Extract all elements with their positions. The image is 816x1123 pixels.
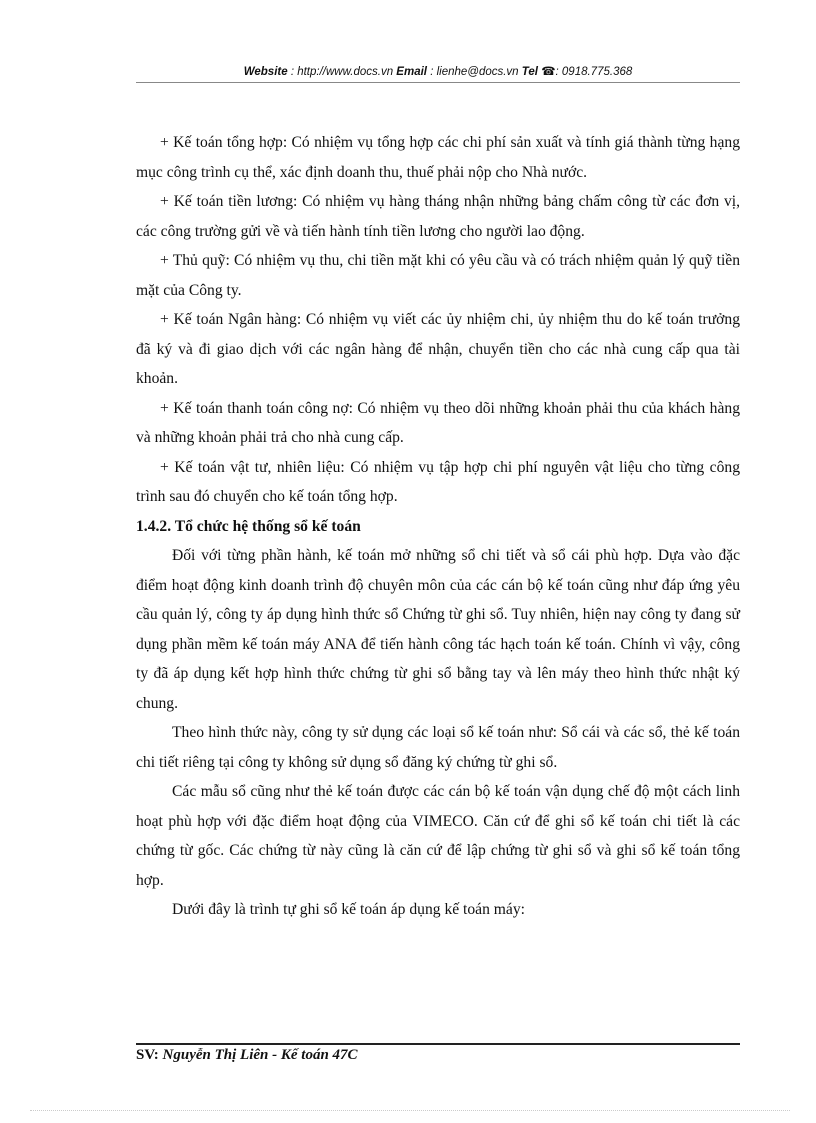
page-header [136,64,740,78]
body-paragraph: Đối với từng phần hành, kế toán mở những sổ chi tiết và sổ cái phù hợp. Dựa vào đặc điểm hoạt động kinh doanh trình độ chuyên môn của các cán bộ kế toán cũng như đáp ứng yêu cầu quản lý, công ty áp dụng hình thức sổ Chứng từ ghi sổ. Tuy nhiên, hiện nay công ty đang sử dụng phần mềm kế toán máy ANA để tiến hành công tác hạch toán kế toán. Chính vì vậy, công ty đã áp dụng kết hợp hình thức chứng từ ghi sổ bằng tay và lên máy theo hình thức nhật ký chung. [136,547,740,712]
body-paragraph: Dưới đây là trình tự ghi sổ kế toán áp dụng kế toán máy: [172,901,525,918]
paragraph-ke-toan-tong-hop: + Kế toán tổng hợp: Có nhiệm vụ tổng hợp các chi phí sản xuất và tính giá thành từng hạng mục công trình cụ thể, xác định doanh thu, thuế phải nộp cho Nhà nước. [136,134,740,181]
tel-value: : 0918.775.368 [555,66,633,78]
email-label: Email [396,66,427,78]
paragraph-ke-toan-vat-tu: + Kế toán vật tư, nhiên liệu: Có nhiệm vụ tập hợp chi phí nguyên vật liệu cho từng công trình sau đó chuyển cho kế toán tổng hợp. [136,458,740,505]
body-paragraph: Theo hình thức này, công ty sử dụng các loại sổ kế toán như: Sổ cái và các sổ, thẻ kế toán chi tiết riêng tại công ty không sử dụng sổ đăng ký chứng từ ghi sổ. [136,724,740,771]
page-footer [136,1047,358,1064]
footer-divider [136,1043,740,1045]
page-bottom-edge [30,1110,790,1111]
paragraph-ke-toan-tien-luong: + Kế toán tiền lương: Có nhiệm vụ hàng tháng nhận những bảng chấm công từ các đơn vị, các công trường gửi về và tiến hành tính tiền lương cho người lao động. [136,193,740,240]
website-value[interactable]: : http://www.docs.vn [290,66,394,78]
document-body [136,128,740,925]
student-name: Nguyễn Thị Liên - Kế toán 47C [162,1047,358,1063]
tel-label: Tel [521,66,538,78]
phone-icon: ☎ [541,66,556,78]
paragraph-ke-toan-cong-no: + Kế toán thanh toán công nợ: Có nhiệm vụ theo dõi những khoản phải thu của khách hàng và những khoản phải trả cho nhà cung cấp. [136,399,740,446]
body-paragraph: Các mẫu sổ cũng như thẻ kế toán được các cán bộ kế toán vận dụng chế độ một cách linh hoạt phù hợp với đặc điểm hoạt động của VIMECO. Căn cứ để ghi sổ kế toán chi tiết là các chứng từ gốc. Các chứng từ này cũng là căn cứ để lập chứng từ ghi sổ và ghi sổ kế toán tổng hợp. [136,783,740,889]
paragraph-thu-quy: + Thủ quỹ: Có nhiệm vụ thu, chi tiền mặt khi có yêu cầu và có trách nhiệm quản lý quỹ tiền mặt của Công ty. [136,252,740,299]
section-heading: 1.4.2. Tổ chức hệ thống sổ kế toán [136,517,361,535]
paragraph-ke-toan-ngan-hang: + Kế toán Ngân hàng: Có nhiệm vụ viết các ủy nhiệm chi, ủy nhiệm thu do kế toán trưởng đã ký và đi giao dịch với các ngân hàng để nhận, chuyển tiền cho các nhà cung cấp qua tài khoản. [136,311,740,387]
header-divider [136,82,740,83]
email-value[interactable]: : lienhe@docs.vn [430,66,519,78]
sv-label: SV: [136,1047,159,1063]
website-label: Website [243,66,288,78]
